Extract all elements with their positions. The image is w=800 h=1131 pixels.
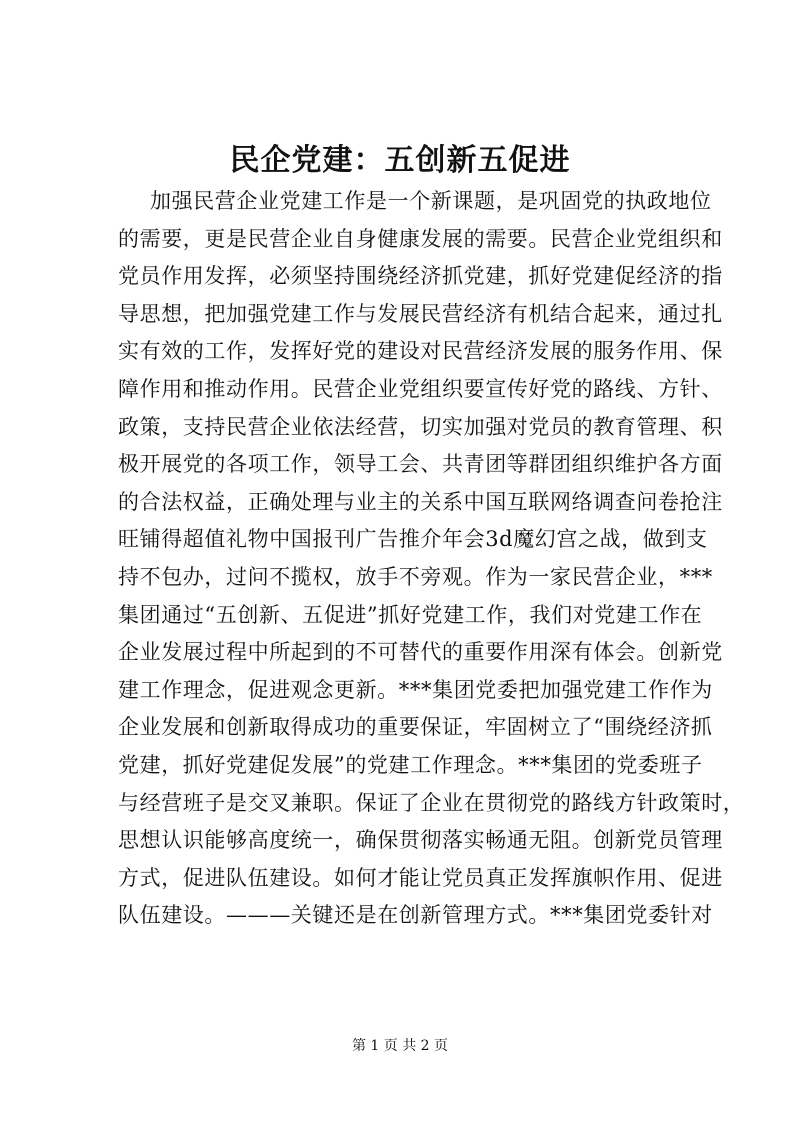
body-line: 党建，抓好党建促发展”的党建工作理念。***集团的党委班子 — [118, 752, 703, 777]
body-line: 与经营班子是交叉兼职。保证了企业在贯彻党的路线方针政策时， — [118, 790, 745, 815]
body-line: 企业发展过程中所起到的不可替代的重要作用深有体会。创新党 — [118, 640, 723, 665]
body-line: 导思想，把加强党建工作与发展民营经济有机结合起来，通过扎 — [118, 301, 723, 326]
body-line: 障作用和推动作用。民营企业党组织要宣传好党的路线、方针、 — [118, 376, 723, 401]
document-title: 民企党建：五创新五促进 — [229, 143, 571, 178]
body-line: 党员作用发挥，必须坚持围绕经济抓党建，抓好党建促经济的指 — [118, 264, 723, 289]
body-line: 方式，促进队伍建设。如何才能让党员真正发挥旗帜作用、促进 — [118, 865, 723, 890]
body-line: 实有效的工作，发挥好党的建设对民营经济发展的服务作用、保 — [118, 339, 723, 364]
body-line: 的需要，更是民营企业自身健康发展的需要。民营企业党组织和 — [118, 226, 723, 251]
body-line: 企业发展和创新取得成功的重要保证，牢固树立了“围绕经济抓 — [118, 715, 713, 740]
page-number-footer: 第 1 页 共 2 页 — [351, 1038, 449, 1054]
body-line: 集团通过“五创新、五促进”抓好党建工作，我们对党建工作在 — [118, 602, 703, 627]
body-line: 政策，支持民营企业依法经营，切实加强对党员的教育管理、积 — [118, 414, 723, 439]
body-line: 建工作理念，促进观念更新。***集团党委把加强党建工作作为 — [118, 677, 713, 702]
body-line: 队伍建设。———关键还是在创新管理方式。***集团党委针对 — [118, 903, 713, 928]
body-line: 旺铺得超值礼物中国报刊广告推介年会3d魔幻宫之战，做到支 — [118, 527, 708, 552]
body-line: 持不包办，过问不揽权，放手不旁观。作为一家民营企业，*** — [118, 564, 713, 589]
body-text — [118, 183, 745, 935]
body-line: 加强民营企业党建工作是一个新课题，是巩固党的执政地位 — [150, 189, 712, 213]
body-line: 思想认识能够高度统一，确保贯彻落实畅通无阻。创新党员管理 — [118, 828, 723, 853]
body-line: 的合法权益，正确处理与业主的关系中国互联网络调查问卷抢注 — [118, 489, 723, 514]
body-line: 极开展党的各项工作，领导工会、共青团等群团组织维护各方面 — [118, 452, 723, 477]
